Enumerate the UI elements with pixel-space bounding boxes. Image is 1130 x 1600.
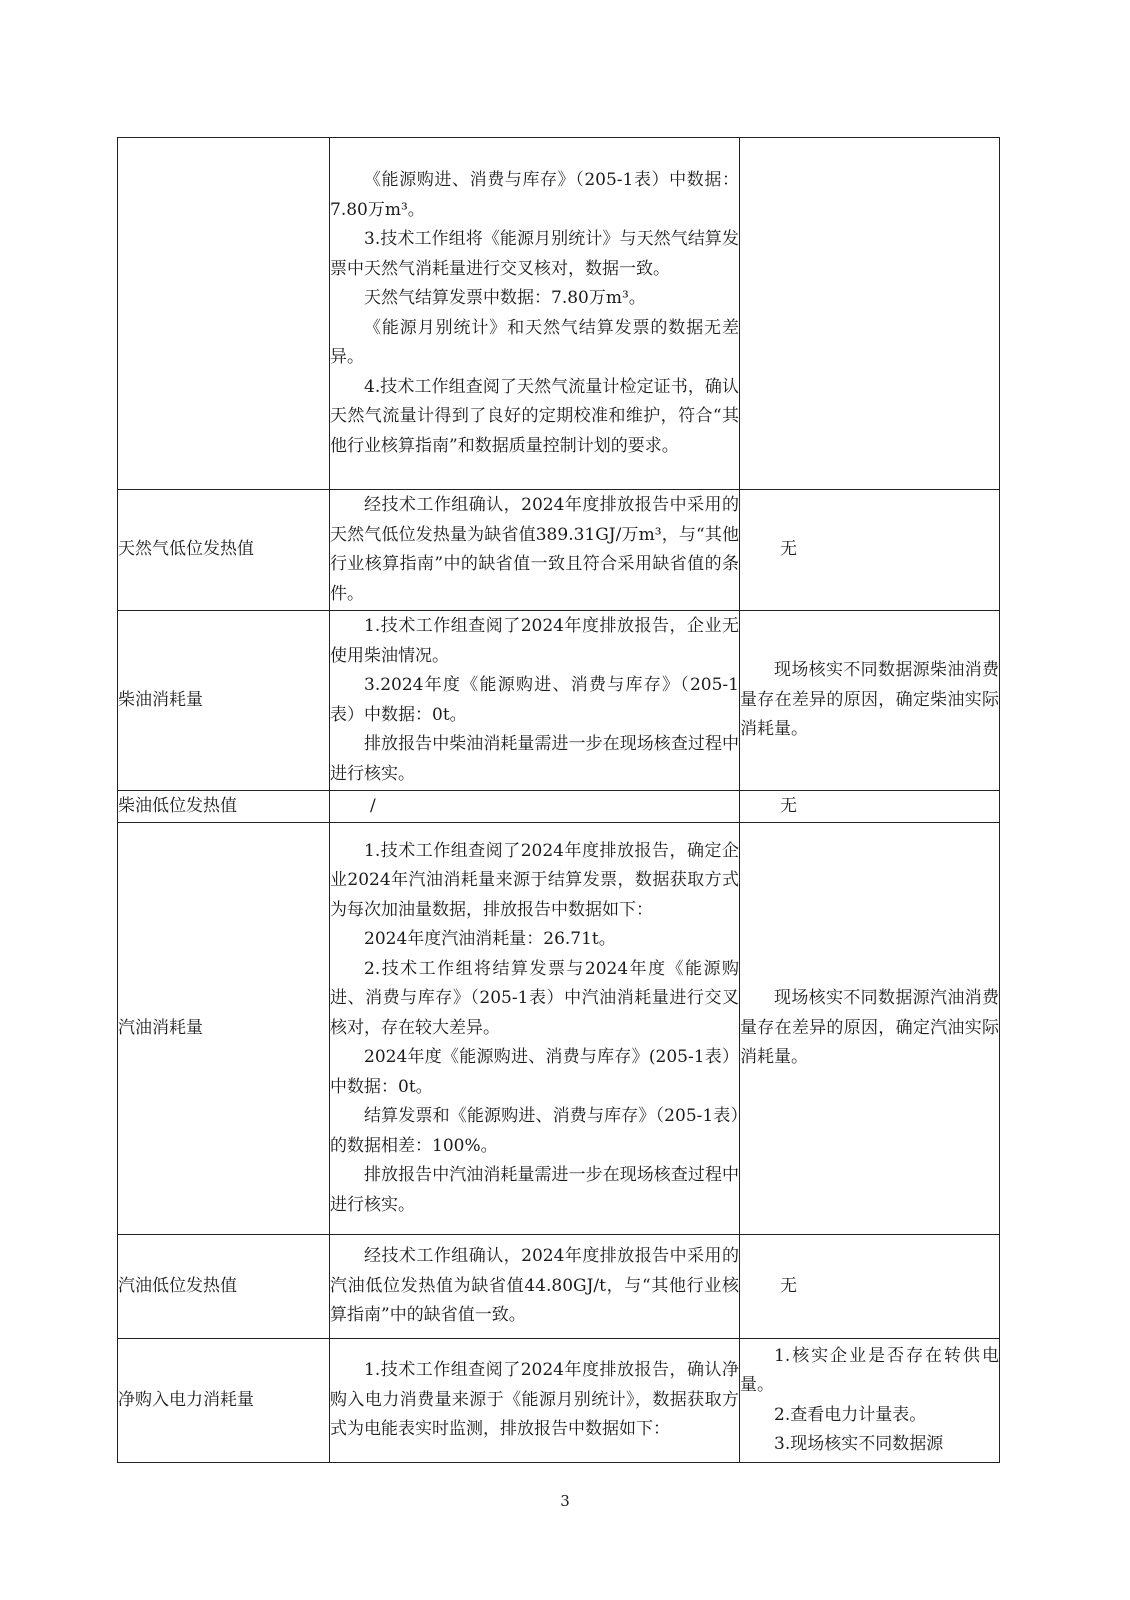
table-row	[118, 823, 1000, 1235]
paragraph: 《能源购进、消费与库存》（205-1表）中数据：7.80万m³。	[330, 170, 739, 220]
note-text: 无	[780, 1275, 797, 1296]
verification-table	[117, 137, 1000, 1463]
table-row	[118, 138, 1000, 490]
note-text: 3.现场核实不同数据源	[774, 1434, 944, 1454]
row-note	[740, 611, 1000, 791]
note-text: 现场核实不同数据源汽油消费量存在差异的原因，确定汽油实际消耗量。	[740, 988, 999, 1068]
row-note	[740, 1235, 1000, 1339]
row-label: 汽油消耗量	[118, 823, 330, 1235]
paragraph: 1.技术工作组查阅了2024年度排放报告，企业无使用柴油情况。	[330, 616, 739, 666]
paragraph: 2024年度《能源购进、消费与库存》(205-1表）中数据：0t。	[330, 1047, 739, 1097]
row-label	[118, 138, 330, 490]
row-note	[740, 823, 1000, 1235]
table-row	[118, 1235, 1000, 1339]
table-row	[118, 1339, 1000, 1463]
row-note	[740, 1339, 1000, 1463]
row-label: 天然气低位发热值	[118, 490, 330, 611]
paragraph: 2.技术工作组将结算发票与2024年度《能源购进、消费与库存》（205-1表）中汽油消耗量进行交叉核对，存在较大差异。	[330, 958, 739, 1038]
paragraph: 3.2024年度《能源购进、消费与库存》（205-1表）中数据：0t。	[330, 675, 739, 725]
table-row	[118, 791, 1000, 823]
row-content	[330, 611, 740, 791]
row-content	[330, 490, 740, 611]
row-label: 净购入电力消耗量	[118, 1339, 330, 1463]
paragraph: /	[370, 795, 376, 816]
paragraph: 经技术工作组确认，2024年度排放报告中采用的天然气低位发热量为缺省值389.31GJ/万m³，与“其他行业核算指南”中的缺省值一致且符合采用缺省值的条件。	[330, 495, 739, 604]
row-label: 柴油消耗量	[118, 611, 330, 791]
paragraph: 4.技术工作组查阅了天然气流量计检定证书，确认天然气流量计得到了良好的定期校准和维护，符合“其他行业核算指南”和数据质量控制计划的要求。	[330, 376, 739, 456]
row-label: 柴油低位发热值	[118, 791, 330, 823]
paragraph: 排放报告中柴油消耗量需进一步在现场核查过程中进行核实。	[330, 734, 739, 784]
note-text: 无	[780, 539, 797, 560]
row-content	[330, 1339, 740, 1463]
table-row	[118, 490, 1000, 611]
row-label: 汽油低位发热值	[118, 1235, 330, 1339]
paragraph: 3.技术工作组将《能源月别统计》与天然气结算发票中天然气消耗量进行交叉核对，数据一致。	[330, 229, 739, 279]
table-row	[118, 611, 1000, 791]
row-content	[330, 823, 740, 1235]
row-note	[740, 138, 1000, 490]
note-text: 2.查看电力计量表。	[774, 1404, 927, 1425]
row-note	[740, 490, 1000, 611]
note-text: 1.核实企业是否存在转供电量。	[740, 1345, 999, 1395]
row-content	[330, 138, 740, 490]
row-content	[330, 791, 740, 823]
paragraph: 天然气结算发票中数据：7.80万m³。	[364, 288, 646, 308]
paragraph: 1.技术工作组查阅了2024年度排放报告，确认净购入电力消费量来源于《能源月别统计》，数据获取方式为电能表实时监测，排放报告中数据如下：	[330, 1360, 739, 1440]
note-text: 无	[780, 795, 797, 816]
paragraph: 结算发票和《能源购进、消费与库存》（205-1表）的数据相差：100%。	[330, 1106, 739, 1156]
row-note	[740, 791, 1000, 823]
row-content	[330, 1235, 740, 1339]
page-number: 3	[560, 1492, 570, 1510]
paragraph: 《能源月别统计》和天然气结算发票的数据无差异。	[330, 317, 739, 367]
paragraph: 经技术工作组确认，2024年度排放报告中采用的汽油低位发热值为缺省值44.80GJ/t，与“其他行业核算指南”中的缺省值一致。	[330, 1246, 739, 1326]
note-text: 现场核实不同数据源柴油消费量存在差异的原因，确定柴油实际消耗量。	[740, 660, 999, 740]
paragraph: 2024年度汽油消耗量：26.71t。	[364, 929, 616, 950]
paragraph: 1.技术工作组查阅了2024年度排放报告，确定企业2024年汽油消耗量来源于结算发票，数据获取方式为每次加油量数据，排放报告中数据如下：	[330, 840, 739, 920]
paragraph: 排放报告中汽油消耗量需进一步在现场核查过程中进行核实。	[330, 1165, 739, 1215]
